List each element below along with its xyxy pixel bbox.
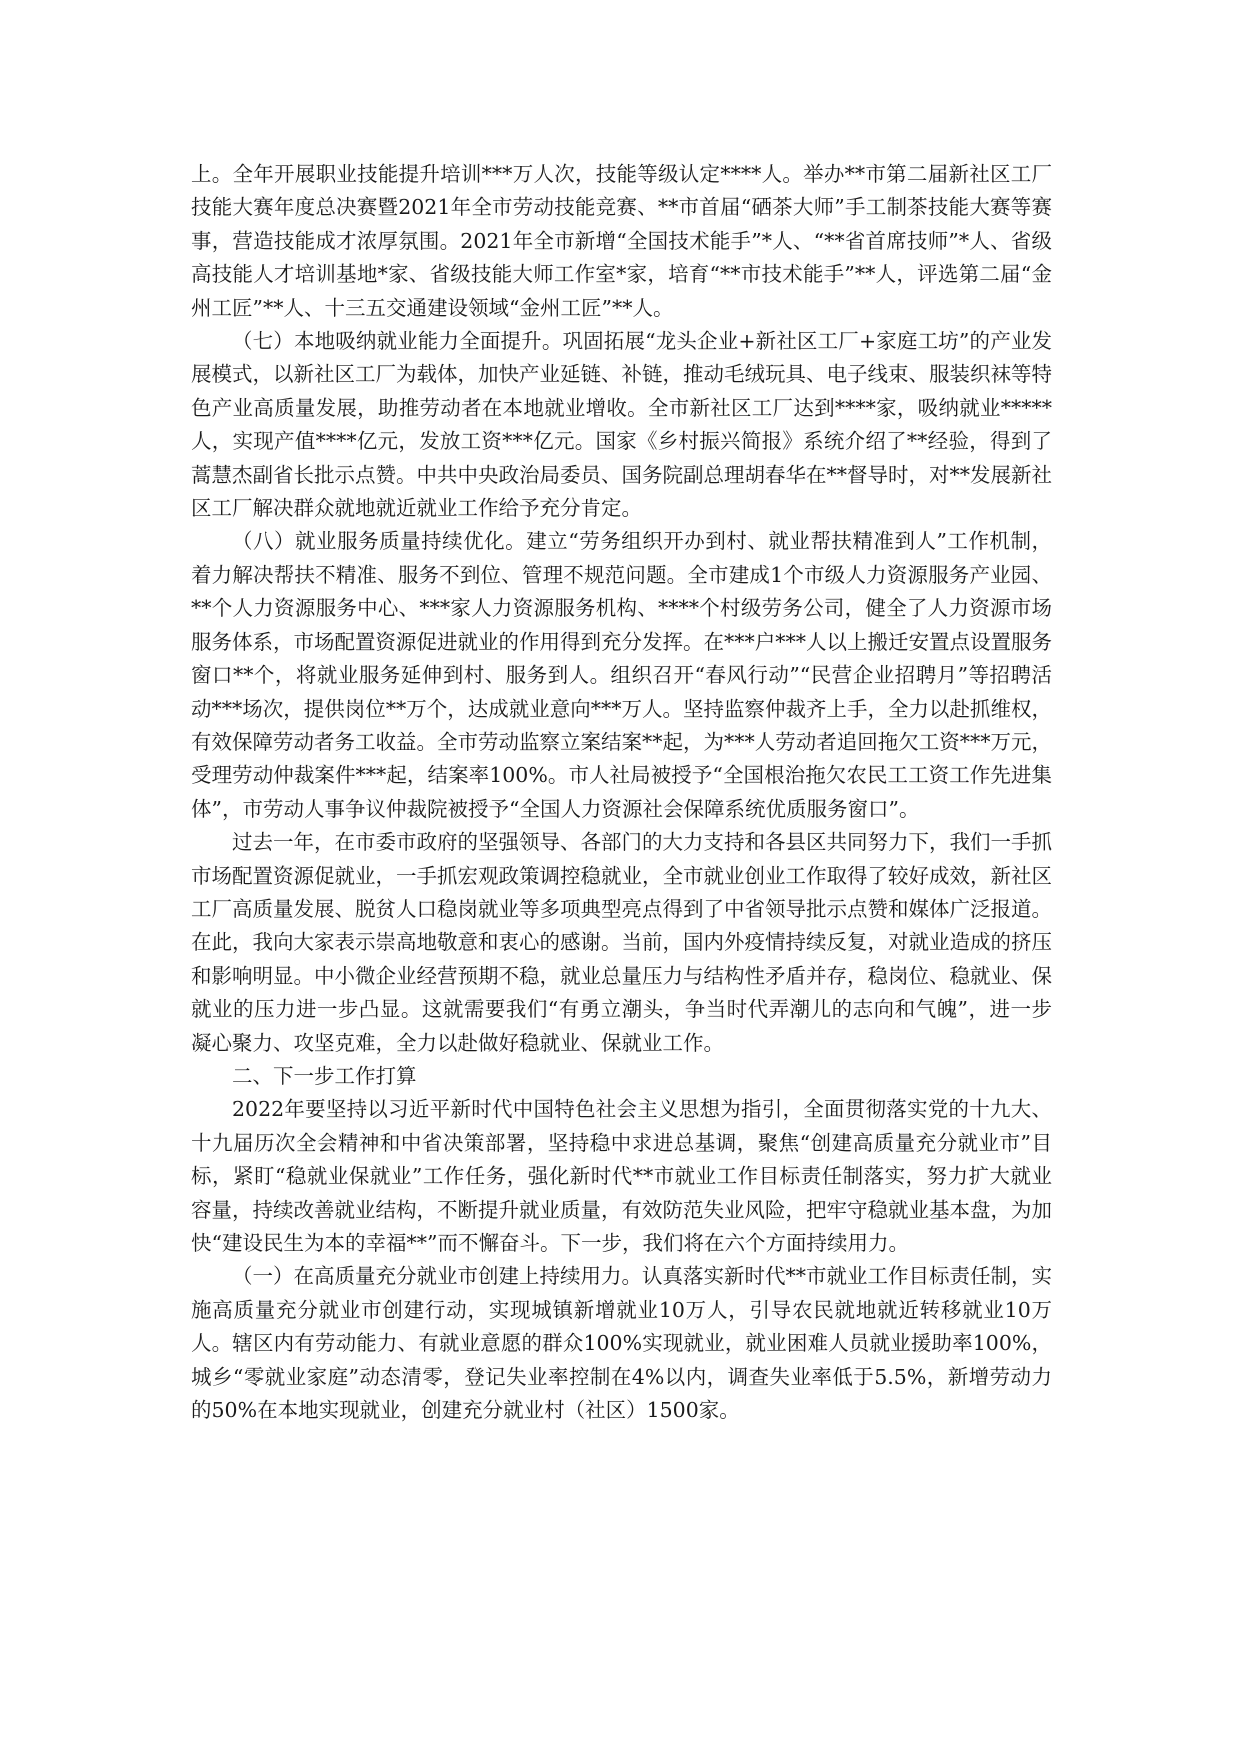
paragraph-skills-training: 上。全年开展职业技能提升培训***万人次，技能等级认定****人。举办**市第二届新社区工厂技能大赛年度总决赛暨2021年全市劳动技能竞赛、**市首届“硒茶大师”手工制茶技能大赛等赛事，营造技能成才浓厚氛围。2021年全市新增“全国技术能手”*人、“**省首席技师”*人、省级高技能人才培训基地*家、省级技能大师工作室*家，培育“**市技术能手”**人，评选第二届“金州工匠”**人、十三五交通建设领域“金州工匠”**人。 [191, 162, 1052, 320]
paragraph-2022-plan: 2022年要坚持以习近平新时代中国特色社会主义思想为指引，全面贯彻落实党的十九大、十九届历次全会精神和中省决策部署，坚持稳中求进总基调，聚焦“创建高质量充分就业市”目标，紧盯“稳就业保就业”工作任务，强化新时代**市就业工作目标责任制落实，努力扩大就业容量，持续改善就业结构，不断提升就业质量，有效防范失业风险，把牢守稳就业基本盘，为加快“建设民生为本的幸福**”而不懈奋斗。下一步，我们将在六个方面持续用力。 [191, 1097, 1052, 1255]
paragraph-section-8-employment-services: （八）就业服务质量持续优化。建立“劳务组织开办到村、就业帮扶精准到人”工作机制，着力解决帮扶不精准、服务不到位、管理不规范问题。全市建成1个市级人力资源服务产业园、**个人力资源服务中心、***家人力资源服务机构、****个村级劳务公司，健全了人力资源市场服务体系，市场配置资源促进就业的作用得到充分发挥。在***户***人以上搬迁安置点设置服务窗口**个，将就业服务延伸到村、服务到人。组织召开“春风行动”“民营企业招聘月”等招聘活动***场次，提供岗位**万个，达成就业意向***万人。坚持监察仲裁齐上手，全力以赴抓维权，有效保障劳动者务工收益。全市劳动监察立案结案**起，为***人劳动者追回拖欠工资***万元，受理劳动仲裁案件***起，结案率100%。市人社局被授予“全国根治拖欠农民工工资工作先进集体”，市劳动人事争议仲裁院被授予“全国人力资源社会保障系统优质服务窗口”。 [191, 529, 1052, 821]
paragraph-past-year-summary: 过去一年，在市委市政府的坚强领导、各部门的大力支持和各县区共同努力下，我们一手抓市场配置资源促就业，一手抓宏观政策调控稳就业，全市就业创业工作取得了较好成效，新社区工厂高质量发展、脱贫人口稳岗就业等多项典型亮点得到了中省领导批示点赞和媒体广泛报道。在此，我向大家表示崇高地敬意和衷心的感谢。当前，国内外疫情持续反复，对就业造成的挤压和影响明显。中小微企业经营预期不稳，就业总量压力与结构性矛盾并存，稳岗位、稳就业、保就业的压力进一步凸显。这就需要我们“有勇立潮头，争当时代弄潮儿的志向和气魄”，进一步凝心聚力、攻坚克难，全力以赴做好稳就业、保就业工作。 [191, 830, 1052, 1055]
paragraph-plan-item-1: （一）在高质量充分就业市创建上持续用力。认真落实新时代**市就业工作目标责任制，实施高质量充分就业市创建行动，实现城镇新增就业10万人，引导农民就地就近转移就业10万人。辖区内有劳动能力、有就业意愿的群众100%实现就业，就业困难人员就业援助率100%，城乡“零就业家庭”动态清零，登记失业率控制在4%以内，调查失业率低于5.5%，新增劳动力的50%在本地实现就业，创建充分就业村（社区）1500家。 [191, 1264, 1052, 1423]
section-heading-next-steps: 二、下一步工作打算 [232, 1063, 417, 1088]
document-page [191, 158, 1052, 1427]
paragraph-section-7-local-employment: （七）本地吸纳就业能力全面提升。巩固拓展“龙头企业+新社区工厂+家庭工坊”的产业发展模式，以新社区工厂为载体，加快产业延链、补链，推动毛绒玩具、电子线束、服装织袜等特色产业高质量发展，助推劳动者在本地就业增收。全市新社区工厂达到****家，吸纳就业*****人，实现产值****亿元，发放工资***亿元。国家《乡村振兴简报》系统介绍了**经验，得到了蒿慧杰副省长批示点赞。中共中央政治局委员、国务院副总理胡春华在**督导时，对**发展新社区工厂解决群众就地就近就业工作给予充分肯定。 [191, 329, 1052, 521]
